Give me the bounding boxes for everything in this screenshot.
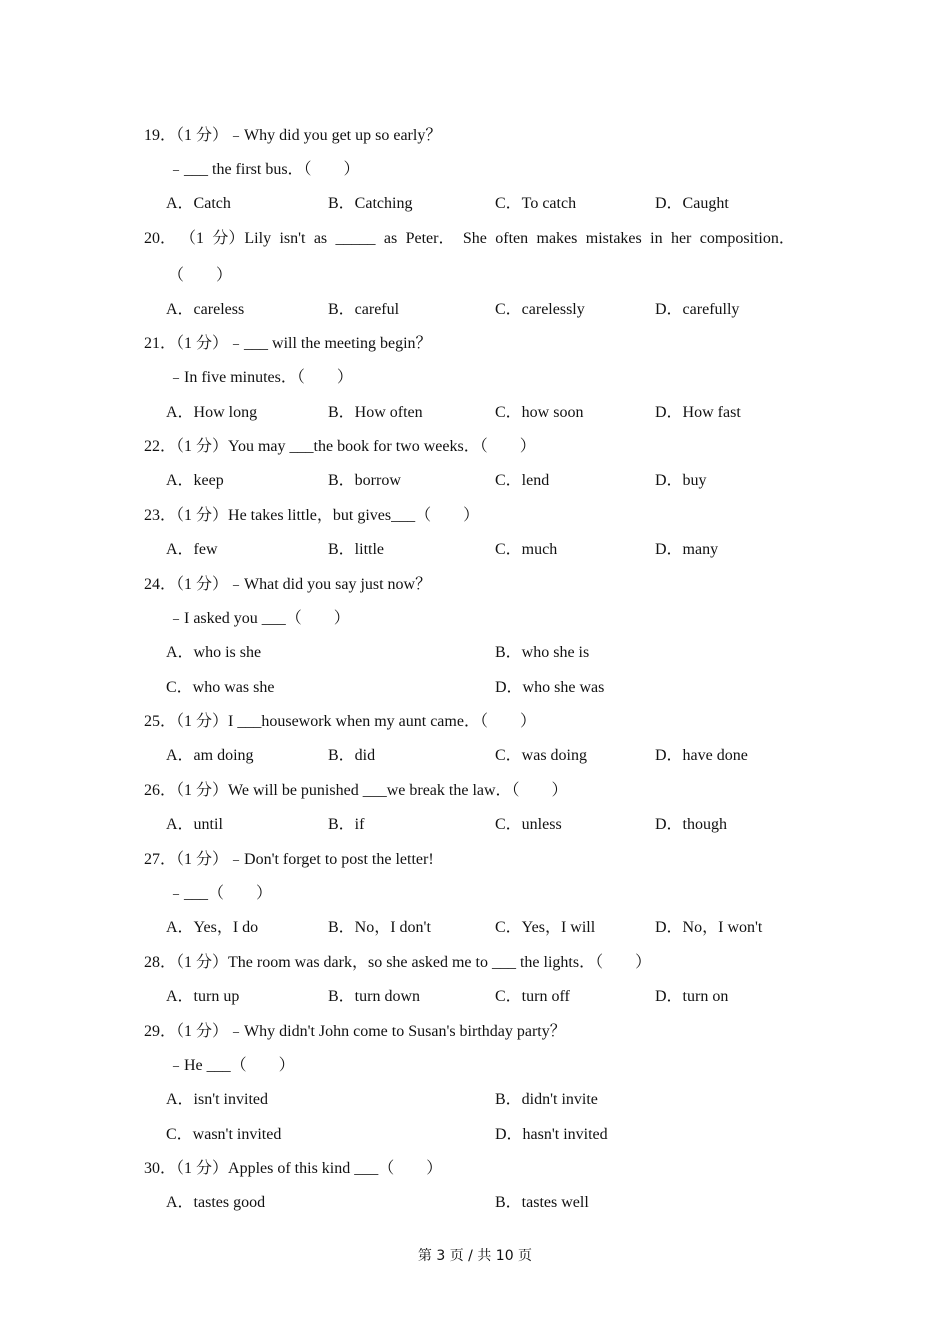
q25-option-b: B．did: [328, 747, 376, 764]
question-25-stem: 25．（1 分）I ___housework when my aunt came．（ ）: [144, 713, 536, 730]
q24-option-b: B．who she is: [495, 644, 590, 661]
q19-option-c: C．To catch: [495, 195, 577, 212]
q29-option-a: A．isn't invited: [166, 1091, 268, 1108]
q23-option-b: B．little: [328, 541, 385, 558]
q27-option-b: B．No，I don't: [328, 919, 431, 936]
page-footer: 第 3 页 / 共 10 页: [417, 1248, 533, 1264]
q29-option-d: D．hasn't invited: [495, 1126, 608, 1143]
q27-option-d: D．No，I won't: [655, 919, 763, 936]
q27-option-c: C．Yes，I will: [495, 919, 596, 936]
q26-option-b: B．if: [328, 816, 365, 833]
q19-option-b: B．Catching: [328, 195, 413, 212]
question-28-stem: 28．（1 分）The room was dark，so she asked me to ___ the lights．（ ）: [144, 954, 652, 971]
q29-option-c: C．wasn't invited: [166, 1126, 282, 1143]
q23-option-c: C．much: [495, 541, 558, 558]
q22-option-b: B．borrow: [328, 472, 401, 489]
question-20-sub: （ ）: [168, 267, 233, 284]
question-26-stem: 26．（1 分）We will be punished ___we break the law．（ ）: [144, 782, 568, 799]
question-29-stem: 29．（1 分）﹣Why didn't John come to Susan's birthday party？: [144, 1023, 566, 1040]
question-24-stem: 24．（1 分）﹣What did you say just now？: [144, 576, 432, 593]
question-29-sub: ﹣He ___（ ）: [168, 1057, 295, 1074]
q19-option-a: A．Catch: [166, 195, 231, 212]
q20-option-c: C．carelessly: [495, 301, 585, 318]
q21-option-d: D．How fast: [655, 404, 741, 421]
q29-option-b: B．didn't invite: [495, 1091, 598, 1108]
question-23-stem: 23．（1 分）He takes little，but gives___（ ）: [144, 507, 480, 524]
q25-option-d: D．have done: [655, 747, 748, 764]
question-27-stem: 27．（1 分）﹣Don't forget to post the letter!: [144, 851, 434, 868]
q26-option-d: D．though: [655, 816, 728, 833]
q28-option-b: B．turn down: [328, 988, 421, 1005]
q28-option-d: D．turn on: [655, 988, 729, 1005]
q28-option-c: C．turn off: [495, 988, 570, 1005]
question-20-stem: 20． （1 分）Lily isn't as _____ as Peter． She often makes mistakes in her composition．: [144, 230, 795, 247]
q26-option-c: C．unless: [495, 816, 562, 833]
q25-option-a: A．am doing: [166, 747, 254, 764]
q27-option-a: A．Yes，I do: [166, 919, 259, 936]
question-19-stem: 19．（1 分）﹣Why did you get up so early？: [144, 127, 442, 144]
q24-option-c: C．who was she: [166, 679, 275, 696]
q22-option-d: D．buy: [655, 472, 707, 489]
q21-option-a: A．How long: [166, 404, 258, 421]
question-21-sub: ﹣In five minutes．（ ）: [168, 369, 353, 386]
question-27-sub: ﹣___（ ）: [168, 885, 273, 902]
q26-option-a: A．until: [166, 816, 223, 833]
q22-option-a: A．keep: [166, 472, 224, 489]
q25-option-c: C．was doing: [495, 747, 588, 764]
q21-option-c: C．how soon: [495, 404, 584, 421]
q20-option-d: D．carefully: [655, 301, 740, 318]
q28-option-a: A．turn up: [166, 988, 240, 1005]
q23-option-d: D．many: [655, 541, 719, 558]
q24-option-d: D．who she was: [495, 679, 605, 696]
q24-option-a: A．who is she: [166, 644, 262, 661]
question-30-stem: 30．（1 分）Apples of this kind ___（ ）: [144, 1160, 443, 1177]
question-22-stem: 22．（1 分）You may ___the book for two weeks．（ ）: [144, 438, 536, 455]
q23-option-a: A．few: [166, 541, 218, 558]
question-19-sub: ﹣___ the first bus．（ ）: [168, 161, 360, 178]
question-24-sub: ﹣I asked you ___（ ）: [168, 610, 350, 627]
q21-option-b: B．How often: [328, 404, 423, 421]
question-21-stem: 21．（1 分）﹣___ will the meeting begin？: [144, 335, 432, 352]
q30-option-a: A．tastes good: [166, 1194, 266, 1211]
q19-option-d: D．Caught: [655, 195, 729, 212]
q20-option-a: A．careless: [166, 301, 245, 318]
q22-option-c: C．lend: [495, 472, 550, 489]
q30-option-b: B．tastes well: [495, 1194, 589, 1211]
q20-option-b: B．careful: [328, 301, 400, 318]
